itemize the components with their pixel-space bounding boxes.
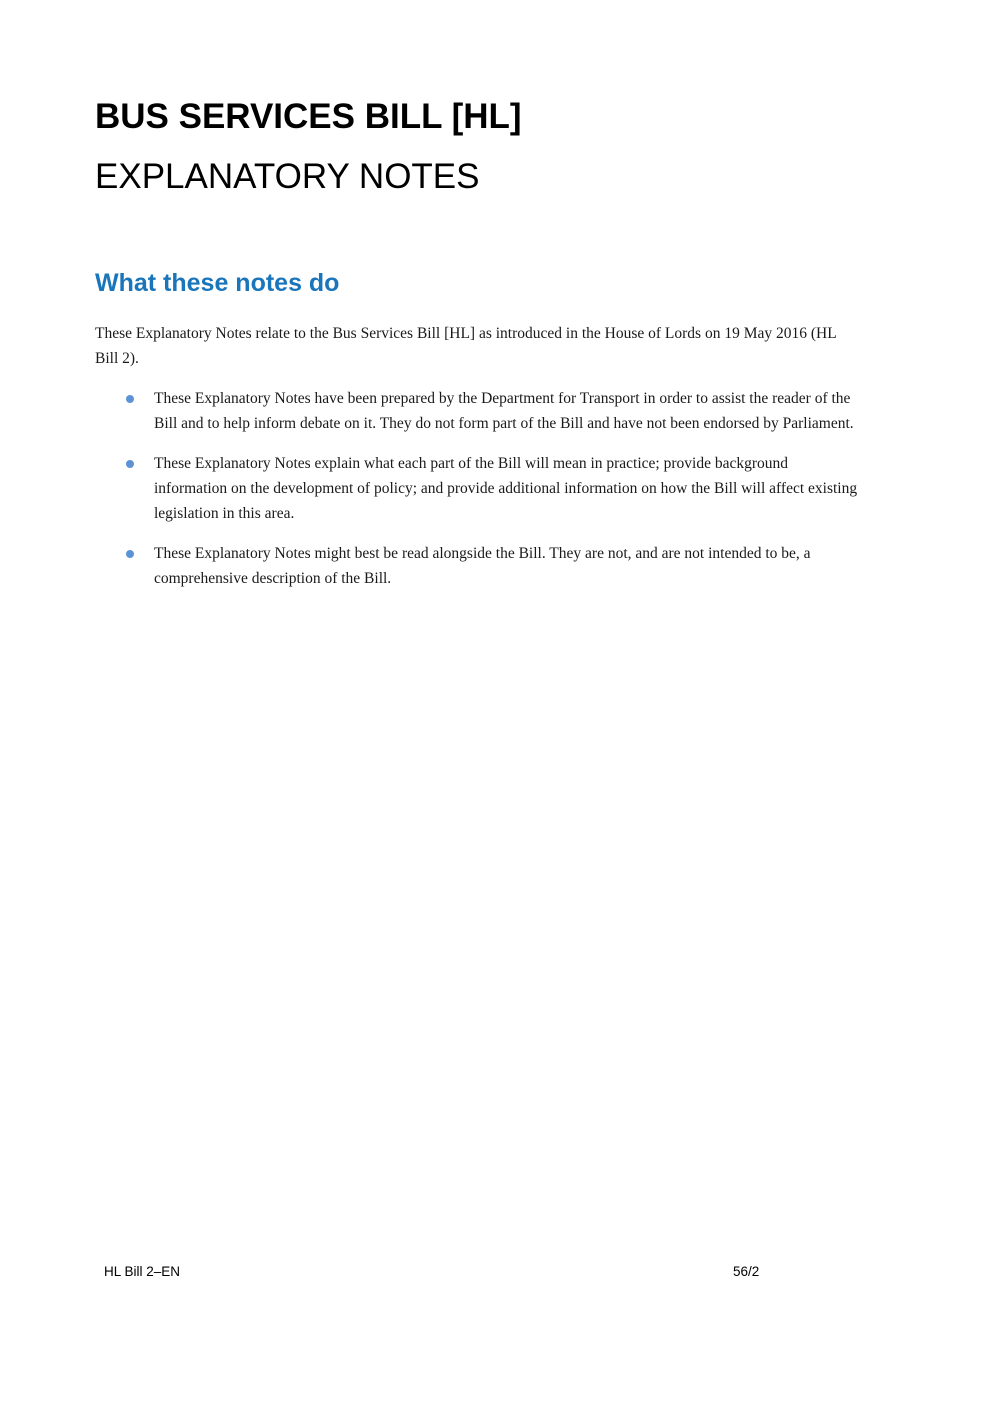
bullet-list: [95, 386, 865, 606]
bullet-text: These Explanatory Notes might best be read alongside the Bill. They are not, and are not intended to be, a comprehensive description of the Bill.: [154, 545, 811, 587]
bullet-item: [95, 451, 865, 526]
footer-page-code: 56/2: [733, 1264, 760, 1279]
footer-bill-reference: HL Bill 2–EN: [104, 1264, 181, 1279]
bullet-item: [95, 541, 865, 591]
bullet-text: These Explanatory Notes explain what each part of the Bill will mean in practice; provide background information on the development of policy; and provide additional information on how the Bill will affect existing legislation in this area.: [154, 455, 858, 522]
bullet-text: These Explanatory Notes have been prepared by the Department for Transport in order to assist the reader of the Bill and to help inform debate on it. They do not form part of the Bill and have not been endorsed by Parliament.: [154, 390, 854, 432]
bullet-dot-icon: [126, 550, 134, 558]
bullet-dot-icon: [126, 460, 134, 468]
document-subtitle: EXPLANATORY NOTES: [95, 157, 480, 196]
bullet-item: [95, 386, 865, 436]
document-title: BUS SERVICES BILL [HL]: [95, 97, 522, 136]
intro-paragraph: These Explanatory Notes relate to the Bus Services Bill [HL] as introduced in the House of Lords on 19 May 2016 (HL Bill 2).: [95, 325, 837, 367]
section-heading: What these notes do: [95, 269, 340, 297]
bullet-dot-icon: [126, 395, 134, 403]
